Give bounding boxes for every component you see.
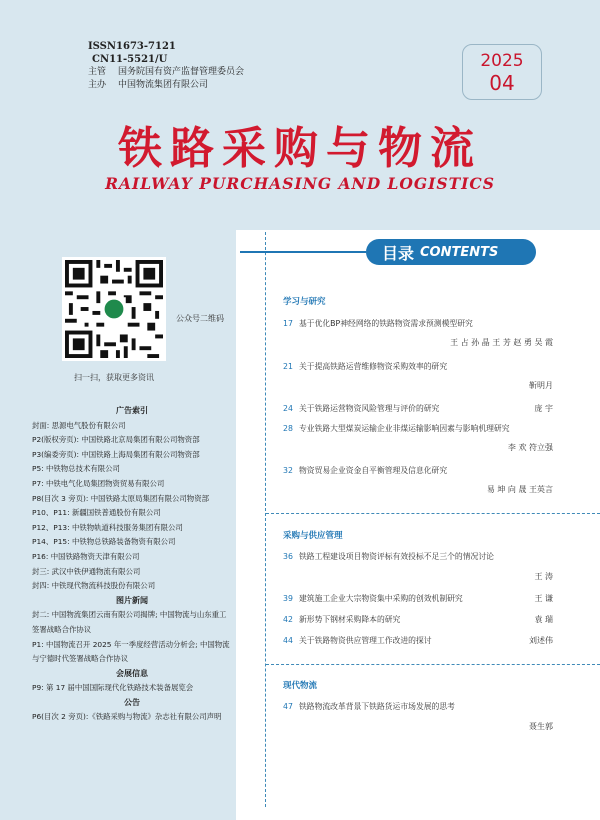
toc-entry-page: 44 <box>283 636 293 645</box>
toc-entry-authors: 刘述伟 <box>529 636 553 645</box>
toc-entry[interactable] <box>283 551 553 581</box>
toc-entry[interactable] <box>283 701 553 731</box>
issue-number: 04 <box>489 71 515 95</box>
ad-item: P8(目次 3 旁页): 中国铁路太原局集团有限公司物资部 <box>32 493 209 503</box>
toc-entry-page: 24 <box>283 404 293 413</box>
ad-item: P7: 中铁电气化局集团物资贸易有限公司 <box>32 478 165 488</box>
cn-number: CN11-5521/U <box>92 54 168 65</box>
conference-header: 会展信息 <box>116 668 148 678</box>
toc-entry-page: 39 <box>283 594 293 603</box>
ad-item: 封面: 思源电气股份有限公司 <box>32 420 126 430</box>
ad-item: P2(版权旁页): 中国铁路北京局集团有限公司物资部 <box>32 435 200 445</box>
toc-section-title: 现代物流 <box>283 681 318 691</box>
conference-item: P9: 第 17 届中国国际现代化铁路技术装备展览会 <box>32 683 194 693</box>
issue-year: 2025 <box>480 51 524 71</box>
photo-news-item: 封二: 中国物流集团云南有限公司揭牌; 中国物流与山东重工签署战略合作协议 <box>32 610 227 634</box>
ad-item: P12、P13: 中铁物轨道科技服务集团有限公司 <box>32 522 183 532</box>
supervisor: 国务院国有资产监督管理委员会 <box>118 67 245 77</box>
magazine-title-cn: 铁路采购与物流 <box>118 123 482 174</box>
toc-entry-authors: 王 谦 <box>534 594 553 603</box>
toc-entry-authors: 李 欢 符立强 <box>507 443 553 452</box>
toc-entry-title: 铁路工程建设项目物资评标有效投标不足三个的情况讨论 <box>299 552 494 561</box>
toc-entry-page: 47 <box>283 702 293 711</box>
ad-item: P16: 中国铁路物资天津有限公司 <box>32 551 140 561</box>
toc-entry-title: 关于铁路运营物资风险管理与评价的研究 <box>299 404 440 413</box>
sponsor: 中国物流集团有限公司 <box>118 80 209 90</box>
toc-title-cn: 目录 <box>382 243 415 263</box>
toc-entry-authors: 王 占 孙 晶 王 芳 赵 勇 吴 霞 <box>450 338 553 347</box>
ad-item: P10、P11: 新疆国铁普通股份有限公司 <box>32 508 161 518</box>
ad-item: P3(编委旁页): 中国铁路上海局集团有限公司物资部 <box>32 449 200 459</box>
ad-item: 封四: 中铁现代物流科技股份有限公司 <box>32 581 156 591</box>
toc-entry[interactable] <box>283 403 553 414</box>
toc-entry-authors: 易 坤 向 晟 王英言 <box>486 485 553 494</box>
toc-entry[interactable] <box>283 635 553 646</box>
ad-index <box>32 404 232 725</box>
qr-code-image <box>65 260 163 358</box>
toc-entry-title: 关于铁路物资供应管理工作改进的探讨 <box>299 636 432 645</box>
toc-divider-vertical <box>265 232 266 807</box>
toc-entry[interactable] <box>283 465 553 494</box>
section-divider <box>266 513 600 514</box>
toc-title-en: CONTENTS <box>420 244 499 260</box>
issn: ISSN1673-7121 <box>88 41 176 52</box>
toc-entry-page: 21 <box>283 362 293 371</box>
toc-entry-page: 28 <box>283 424 293 433</box>
toc-entry-page: 17 <box>283 319 293 328</box>
toc-entry[interactable] <box>283 318 553 347</box>
toc-entry-title: 基于优化BP神经网络的铁路物资需求预测模型研究 <box>299 319 473 328</box>
toc-entry[interactable] <box>283 593 553 604</box>
notice-item: P6(目次 2 旁页):《铁路采购与物流》杂志社有限公司声明 <box>32 712 222 722</box>
toc-entry-title: 新形势下钢材采购降本的研究 <box>299 615 401 624</box>
supervisor-row <box>88 66 244 79</box>
sponsor-label: 主办 <box>88 80 107 90</box>
toc-entry-page: 36 <box>283 552 293 561</box>
toc-entry-authors: 王 涛 <box>534 572 553 581</box>
issue-box <box>462 44 542 100</box>
toc-entry[interactable] <box>283 361 553 390</box>
toc-entry[interactable] <box>283 614 553 625</box>
toc-entry-page: 42 <box>283 615 293 624</box>
toc-entry-page: 32 <box>283 466 293 475</box>
ad-item: 封三: 武汉中铁伊通物流有限公司 <box>32 566 141 576</box>
toc-entry[interactable] <box>283 423 553 452</box>
toc-entry-authors: 庞 宇 <box>534 404 553 413</box>
supervisor-label: 主管 <box>88 67 107 77</box>
notice-header: 公告 <box>124 697 140 707</box>
publication-info <box>88 40 244 92</box>
qr-code <box>62 257 166 361</box>
toc-entry-title: 铁路物流改革背景下铁路货运市场发展的思考 <box>299 702 455 711</box>
photo-news-item: P1: 中国物流召开 2025 年一季度经营活动分析会; 中国物流与宁德时代签署战略合作协议 <box>32 639 230 664</box>
scan-label: 扫一扫，获取更多资讯 <box>74 373 154 382</box>
toc-entry-authors: 袁 瑞 <box>534 615 553 624</box>
toc-header-rule <box>240 251 366 253</box>
toc-entry-title: 物资贸易企业资金自平衡管理及信息化研究 <box>299 466 448 475</box>
ad-item: P14、P15: 中铁物总铁路装备物资有限公司 <box>32 537 176 547</box>
section-divider <box>266 664 600 665</box>
toc-entry-authors: 靳明月 <box>529 381 553 390</box>
toc-entry-title: 专业铁路大型煤炭运输企业非煤运输影响因素与影响机理研究 <box>299 424 510 433</box>
toc-entry-title: 建筑施工企业大宗物资集中采购的创效机制研究 <box>299 594 463 603</box>
ad-index-header: 广告索引 <box>116 406 148 415</box>
sponsor-row <box>88 79 244 92</box>
qr-label: 公众号二维码 <box>176 314 224 323</box>
ad-item: P5: 中铁物总技术有限公司 <box>32 464 120 474</box>
toc-entry-authors: 聂生郭 <box>529 722 553 731</box>
photo-news-header: 图片新闻 <box>116 595 148 605</box>
magazine-title-en: RAILWAY PURCHASING AND LOGISTICS <box>105 174 495 193</box>
toc-entry-title: 关于提高铁路运营维修物资采购效率的研究 <box>299 362 448 371</box>
toc-section-title: 采购与供应管理 <box>283 531 343 541</box>
toc-section-title: 学习与研究 <box>283 297 326 307</box>
toc-header <box>366 239 536 265</box>
